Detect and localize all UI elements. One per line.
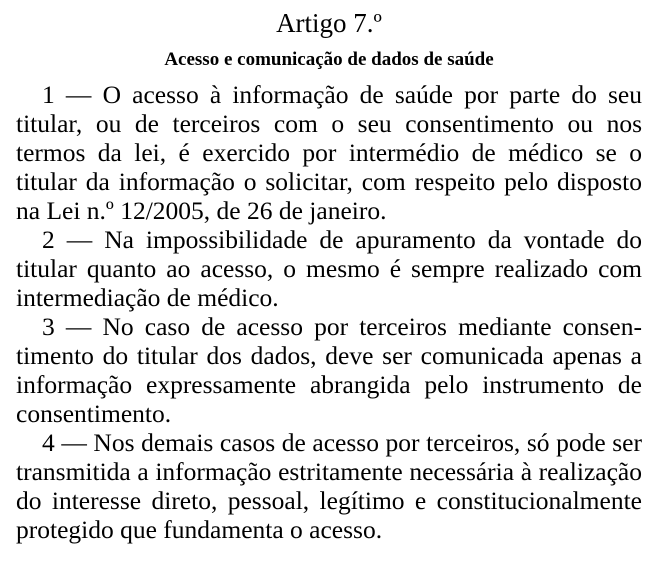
article-subtitle: Acesso e comunicação de dados de saúde	[164, 49, 494, 70]
article-title: Artigo 7.º	[276, 8, 382, 38]
article-paragraph-4: 4 — Nos demais casos de acesso por terceiros, só pode ser transmitida a informação estritamente necessária à realização do interesse direto, pessoal, legítimo e constitucionalmente protegido que fundamenta o acesso.	[16, 428, 642, 544]
article-paragraph-2: 2 — Na impossibilidade de apuramento da vontade do titular quanto ao acesso, o mesmo é sempre realizado com intermediação de médico.	[16, 225, 642, 312]
article-body	[16, 80, 642, 544]
article-paragraph-3: 3 — No caso de acesso por terceiros mediante consentimento do titular dos dados, deve ser comunicada apenas a informação expressamente abrangida pelo instrumento de consentimento.	[16, 312, 642, 428]
article-paragraph-1: 1 — O acesso à informação de saúde por parte do seu titular, ou de terceiros com o seu consentimento ou nos termos da lei, é exercido por intermédio de médico se o titular da informação o solicitar, com respeito pelo disposto na Lei n.º 12/2005, de 26 de janeiro.	[16, 80, 642, 225]
